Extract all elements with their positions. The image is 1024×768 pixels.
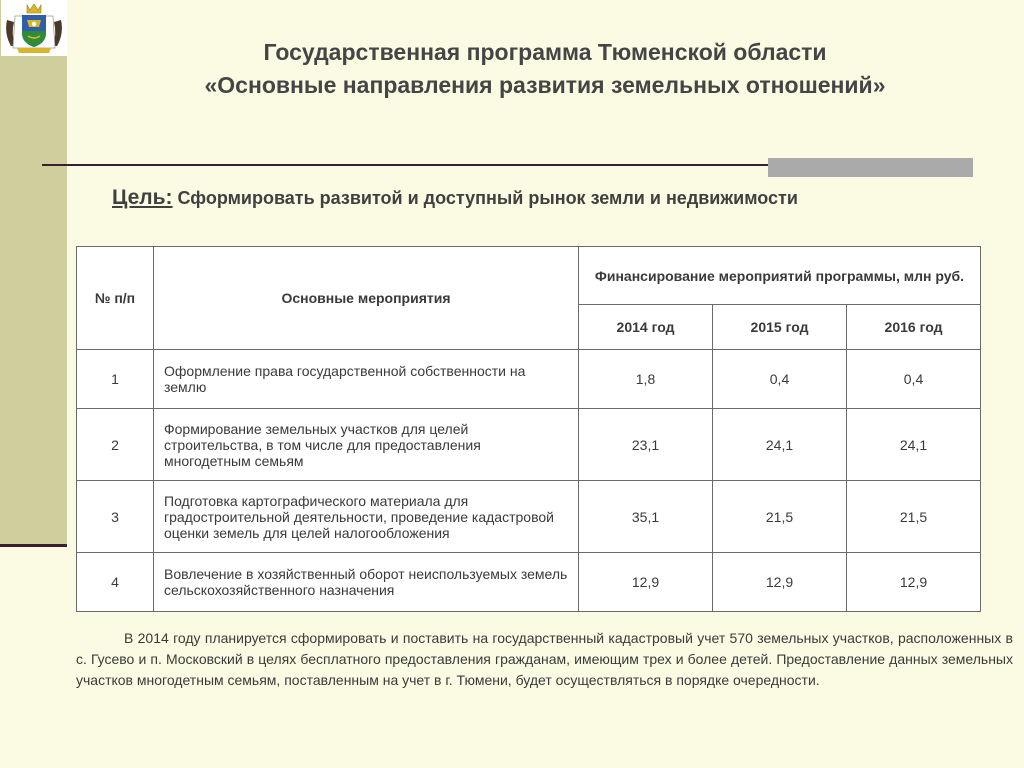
row-value-2015: 21,5 [713,481,847,553]
left-decor-underline [0,544,67,547]
left-decor-band [0,0,67,546]
title-line-1: Государственная программа Тюменской области [263,39,827,65]
table-header-row [77,247,981,305]
row-number: 4 [77,553,154,612]
goal-label: Цель: [112,186,173,209]
row-value-2016: 21,5 [847,481,981,553]
row-number: 1 [77,350,154,409]
row-measure: Вовлечение в хозяйственный оборот неиспользуемых земель сельскохозяйственного назначения [154,553,579,612]
page-title [90,36,1000,102]
row-measure: Оформление права государственной собственности на землю [154,350,579,409]
table-row [77,409,981,481]
table-row [77,350,981,409]
header-number: № п/п [77,247,154,350]
row-value-2015: 12,9 [713,553,847,612]
goal-text: Сформировать развитой и доступный рынок земли и недвижимости [177,188,798,208]
measures-table [76,246,981,612]
row-value-2016: 12,9 [847,553,981,612]
header-financing: Финансирование мероприятий программы, млн руб. [579,247,981,305]
row-measure: Формирование земельных участков для целей строительства, в том числе для предоставления многодетным семьям [154,409,579,481]
row-measure: Подготовка картографического материала для градостроительной деятельности, проведение кадастровой оценки земель для целей налогообложения [154,481,579,553]
row-number: 2 [77,409,154,481]
row-number: 3 [77,481,154,553]
body-paragraph: В 2014 году планируется сформировать и поставить на государственный кадастровый учет 570 земельных участков, расположенных в с. Гусево и п. Московский в целях бесплатного предоставления гражданам, имеющим трех и более детей. Предоставление данных земельных участков многодетным семьям, поставленным на учет в г. Тюмени, будет осуществляться в порядке очередности. [76,630,1013,688]
header-year-2015: 2015 год [713,305,847,350]
title-accent-bar [768,158,973,177]
header-measures: Основные мероприятия [154,247,579,350]
header-year-2014: 2014 год [579,305,713,350]
row-value-2014: 12,9 [579,553,713,612]
title-line-2: «Основные направления развития земельных отношений» [204,72,886,98]
coat-of-arms-icon [1,0,67,56]
table-row [77,553,981,612]
table-row [77,481,981,553]
header-year-2016: 2016 год [847,305,981,350]
row-value-2015: 0,4 [713,350,847,409]
row-value-2015: 24,1 [713,409,847,481]
row-value-2014: 1,8 [579,350,713,409]
row-value-2014: 35,1 [579,481,713,553]
row-value-2016: 24,1 [847,409,981,481]
row-value-2016: 0,4 [847,350,981,409]
goal-statement [112,186,992,210]
row-value-2014: 23,1 [579,409,713,481]
